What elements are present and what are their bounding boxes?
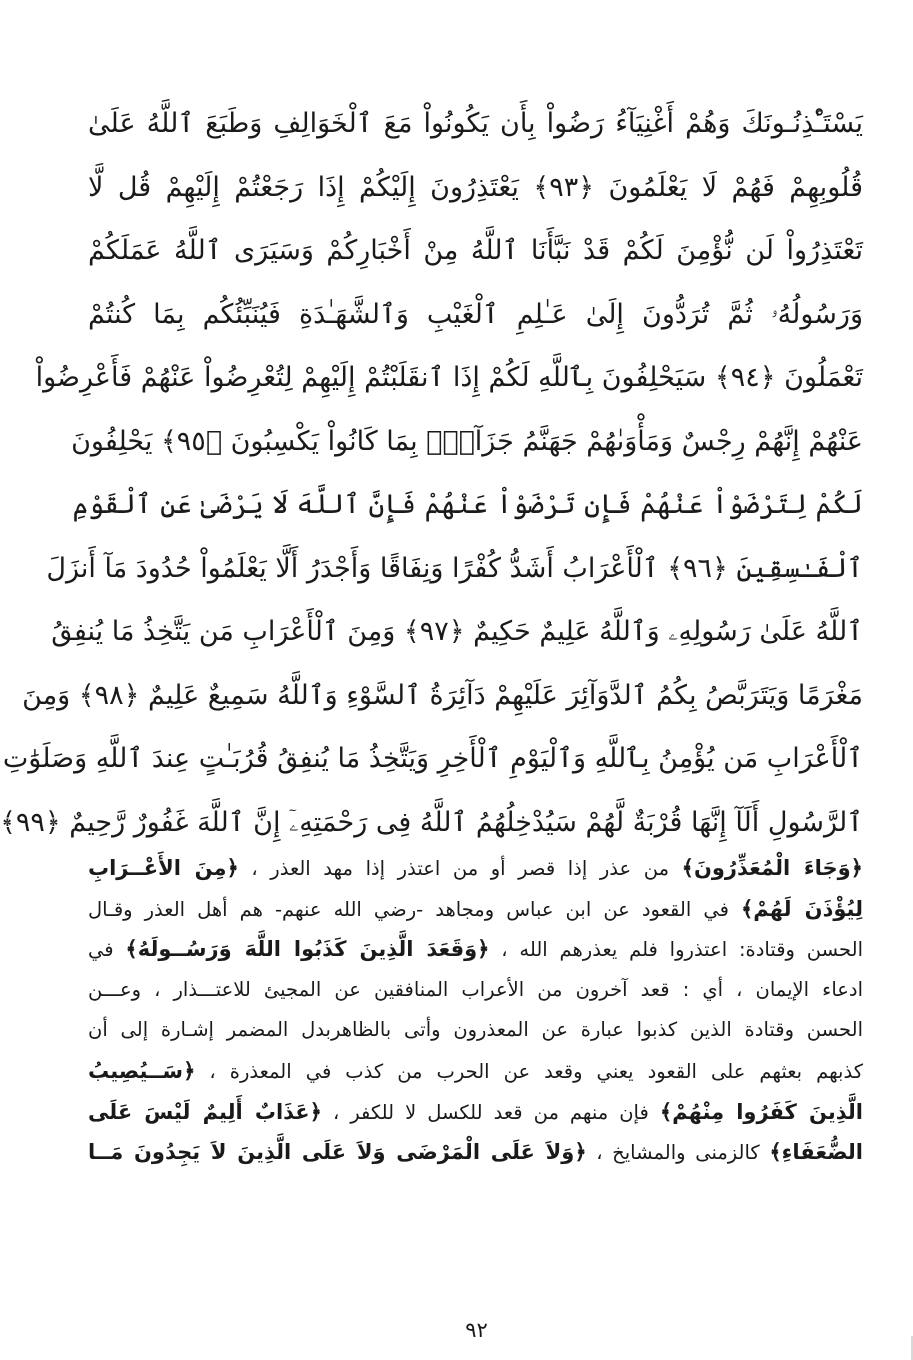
commentary-text: كذبهم بعثهم على القعود يعني وقعد عن الحرب من كذب في المعذرة ، <box>195 1059 863 1083</box>
commentary-text: في <box>88 938 126 962</box>
quoted-verse-fragment: ﴿عَذَابٌ أَلِيمٌ لَيْسَ عَلَى <box>88 1099 322 1124</box>
quran-line: قُلُوبِهِمْ فَهُمْ لَا يَعْلَمُونَ ﴿٩٣﴾ يَعْتَذِرُونَ إِلَيْكُمْ إِذَا رَجَعْتُمْ إِلَيْهِمْ قُل لَّا <box>88 171 863 203</box>
quran-line: تَعْمَلُونَ ﴿٩٤﴾ سَيَحْلِفُونَ بِٱللَّهِ لَكُمْ إِذَا ٱنقَلَبْتُمْ إِلَيْهِمْ لِتُعْرِضُواْ عَنْهُمْ فَأَعْرِضُواْ <box>35 362 863 393</box>
commentary-text: ادعاء الإيمان ، أي : قعد آخرون من الأعراب المنافقين عن المجيئ للاعتـــذار ، وعـــن <box>88 977 863 1001</box>
tafsir-line <box>88 1132 863 1173</box>
tafsir-commentary-block <box>88 848 863 1173</box>
quoted-verse-fragment: ﴿وَلاَ عَلَى الْمَرْضَى وَلاَ عَلَى الَّذِينَ لاَ يَجِدُونَ مَــا <box>88 1140 587 1165</box>
commentary-text: فإن منهم من قعد للكسل لا للكفر ، <box>321 1100 660 1124</box>
quoted-verse-fragment: الَّذِينَ كَفَرُوا مِنْهُمْ﴾ <box>659 1099 863 1124</box>
commentary-text: في القعود عن ابن عباس ومجاهد -رضي الله عنهم- هم أهل العذر وقـال <box>88 897 741 921</box>
tafsir-line <box>88 848 863 889</box>
quran-text-block <box>0 92 863 854</box>
tafsir-line <box>88 889 863 930</box>
tafsir-line <box>88 929 863 970</box>
quran-line: مَغْرَمًا وَيَتَرَبَّصُ بِكُمُ ٱلدَّوَآئِرَ عَلَيْهِمْ دَآئِرَةُ ٱلسَّوْءِ وَٱللَّهُ سَمِيعٌ عَلِيمٌ ﴿٩٨﴾ وَمِنَ <box>22 679 863 711</box>
commentary-text: الحسن وقتادة: اعتذروا فلم يعذرهم الله ، <box>489 938 863 962</box>
tafsir-line <box>88 1010 863 1051</box>
quoted-verse-fragment: الضُّعَفَاءِ﴾ <box>769 1140 863 1165</box>
commentary-text: الحسن وقتادة الذين كذبوا عبارة عن المعذرون وأتى بالظاهربدل المضمر إشـارة إلى أن <box>88 1018 863 1042</box>
commentary-text: من عذر إذا قصر أو من اعتذر إذا مهد العذر ، <box>238 857 682 880</box>
quran-line: تَعْتَذِرُواْ لَن نُّؤْمِنَ لَكُمْ قَدْ نَبَّأَنَا ٱللَّهُ مِنْ أَخْبَارِكُمْ وَسَيَرَى ٱللَّهُ عَمَلَكُمْ <box>88 235 863 266</box>
tafsir-line <box>88 970 863 1011</box>
quran-line: ٱلْفَـٰسِقِينَ ﴿٩٦﴾ ٱلْأَعْرَابُ أَشَدُّ كُفْرًا وَنِفَاقًا وَأَجْدَرُ أَلَّا يَعْلَمُواْ حُدُودَ مَآ أَنزَلَ <box>46 552 863 584</box>
quran-line: ٱللَّهُ عَلَىٰ رَسُولِهِۦ وَٱللَّهُ عَلِيمٌ حَكِيمٌ ﴿٩٧﴾ وَمِنَ ٱلْأَعْرَابِ مَن يَتَّخِذُ مَا يُنفِقُ <box>51 616 863 647</box>
quran-line: يَسْتَـْٔذِنُـونَكَ وَهُمْ أَغْنِيَآءُ رَضُواْ بِأَن يَكُونُواْ مَعَ ٱلْخَوَالِفِ وَطَبَعَ ٱللَّهُ عَلَىٰ <box>88 108 863 139</box>
quran-line: وَرَسُولُهُۥ ثُمَّ تُرَدُّونَ إِلَىٰ عَـٰلِمِ ٱلْغَيْبِ وَٱلشَّهَـٰدَةِ فَيُنَبِّئُكُم بِمَا كُنتُمْ <box>88 298 863 330</box>
quran-line: ٱلرَّسُولِ أَلَآ إِنَّهَا قُرْبَةٌ لَّهُمْ سَيُدْخِلُهُمُ ٱللَّهُ فِى رَحْمَتِهِۦٓ إِنَّ ٱللَّهَ غَفُورٌ رَّحِيمٌ ﴿٩٩﴾ <box>0 806 863 838</box>
quran-line: ٱلْأَعْرَابِ مَن يُؤْمِنُ بِٱللَّهِ وَٱلْيَوْمِ ٱلْأَخِرِ وَيَتَّخِذُ مَا يُنفِقُ قُرُبَـٰتٍ عِندَ ٱللَّهِ وَصَلَوَٰتِ <box>2 743 863 774</box>
quran-line: عَنْهُمْ إِنَّهُمْ رِجْسٌ وَمَأْوَىٰهُمْ جَهَنَّمُ جَزَآءًۢ بِمَا كَانُواْ يَكْسِبُونَ ﴿٩٥﴾ يَحْلِفُونَ <box>71 425 863 457</box>
page-number: ٩٢ <box>465 1318 488 1342</box>
quoted-verse-fragment: ﴿وَقَعَدَ الَّذِينَ كَذَبُوا اللَّهَ وَرَسُــولَهُ﴾ <box>125 937 490 962</box>
tafsir-line <box>88 1051 863 1092</box>
commentary-text: كالزمنى والمشايخ ، <box>586 1141 770 1165</box>
quoted-verse-fragment: ﴿وَجَاءَ الْمُعَذِّرُونَ﴾ <box>681 856 863 880</box>
quoted-verse-fragment: لِيُؤْذَنَ لَهُمْ﴾ <box>740 896 863 921</box>
tafsir-line <box>88 1092 863 1133</box>
quran-line: لَكُمْ لِتَرْضَوْاْ عَنْهُمْ فَإِن تَرْضَوْاْ عَنْهُمْ فَإِنَّ ٱللَّهَ لَا يَرْضَىٰ عَنِ ٱلْقَوْمِ <box>72 489 863 520</box>
quoted-verse-fragment: ﴿مِنَ الأَعْــرَابِ <box>88 856 239 880</box>
quoted-verse-fragment: ﴿سَــيُصِيبُ <box>88 1058 196 1083</box>
